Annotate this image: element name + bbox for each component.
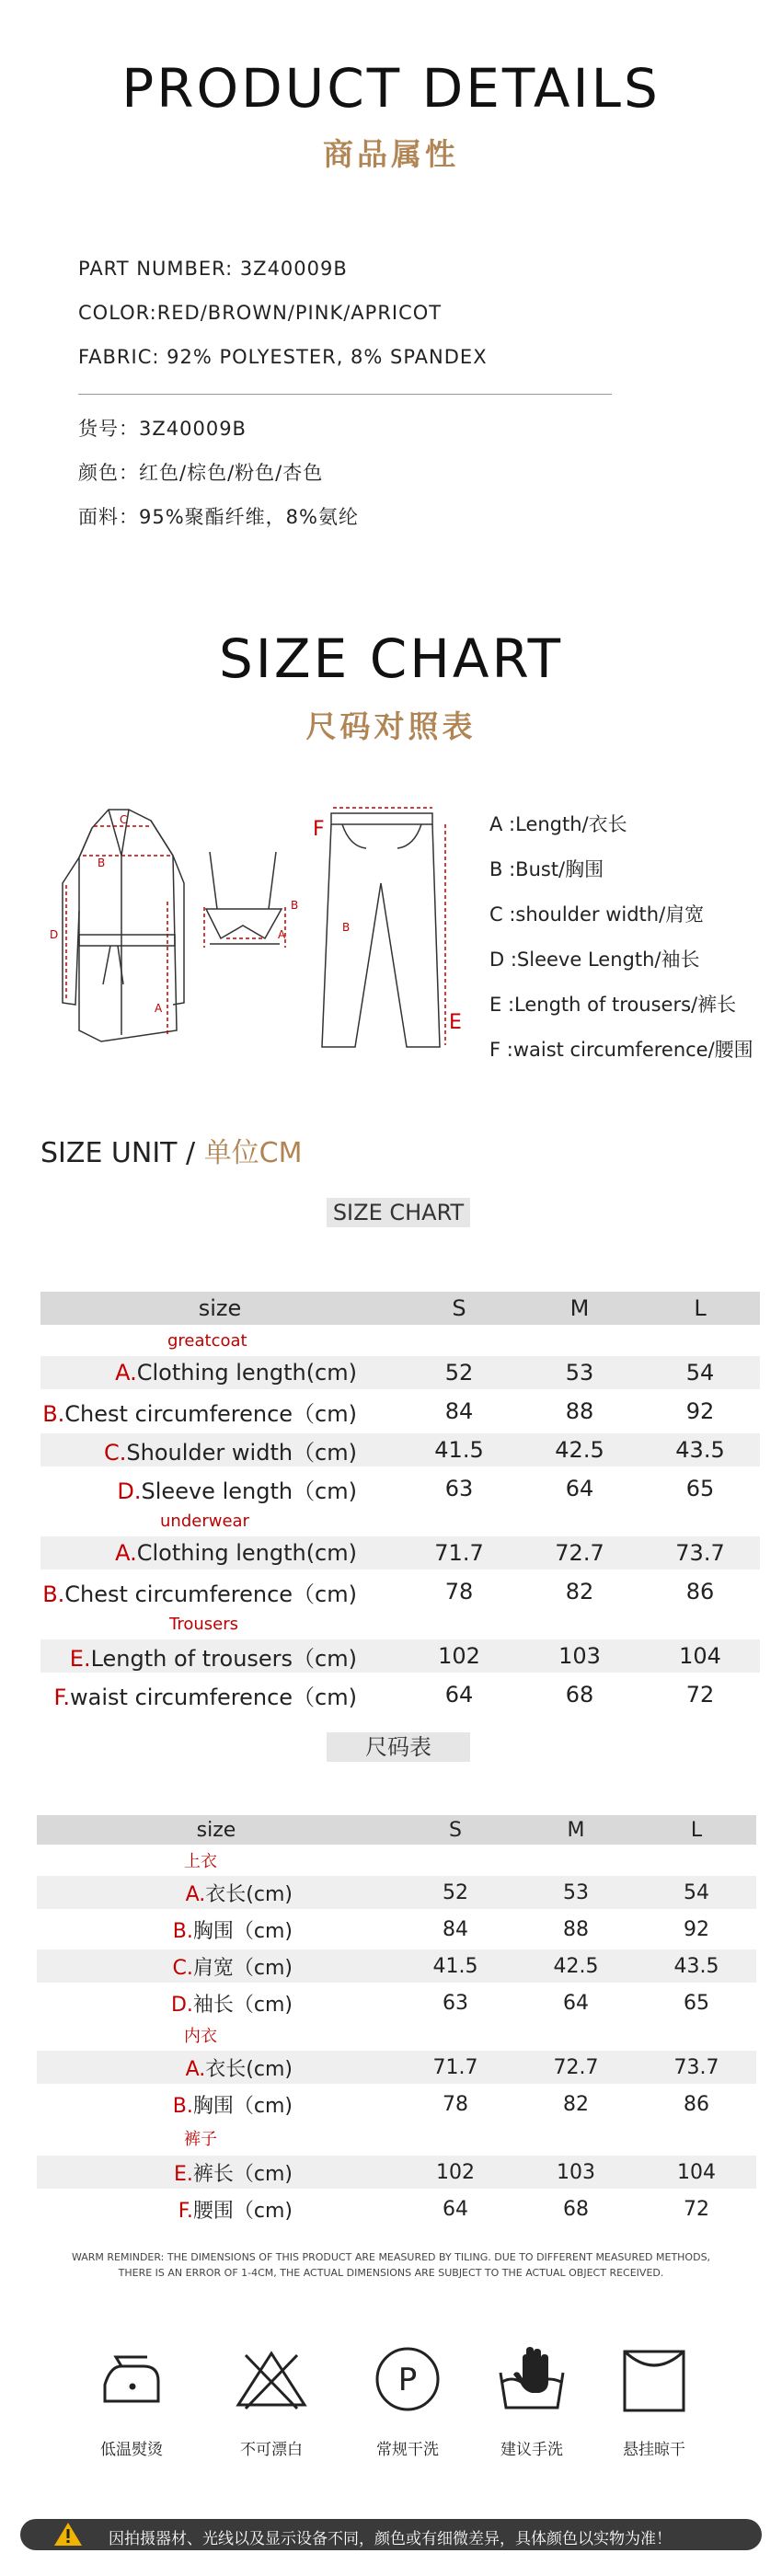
group-label: 上衣	[184, 1852, 217, 1871]
coat-letter-c: C	[120, 813, 128, 826]
measurement-diagram	[37, 800, 469, 1058]
row-letter: A.	[185, 1882, 206, 1906]
cell-l: 104	[637, 2156, 756, 2189]
size-table-tag-zh: 尺码表	[327, 1732, 470, 1762]
table-row	[40, 1472, 760, 1505]
row-letter: B.	[172, 2094, 193, 2118]
spec-fabric: FABRIC: 92% POLYESTER, 8% SPANDEX	[78, 346, 488, 368]
coat-letter-d: D	[50, 928, 59, 941]
care-label-bleach: 不可漂白	[240, 2441, 303, 2459]
row-letter: D.	[170, 1993, 193, 2017]
header-size: size	[37, 1815, 396, 1845]
cell-m: 53	[519, 1356, 640, 1389]
row-label	[37, 2087, 396, 2121]
cell-s: 84	[443, 1917, 468, 1941]
row-letter: A.	[115, 1540, 137, 1566]
cell-m: 42.5	[515, 1949, 637, 1983]
header-s: S	[396, 1815, 515, 1845]
header-s: S	[399, 1292, 519, 1325]
row-name: 胸围（cm)	[192, 1919, 293, 1943]
header-m: M	[515, 1815, 637, 1845]
row-letter: D.	[117, 1478, 142, 1504]
table-row	[37, 2087, 756, 2121]
table-row	[40, 1639, 760, 1673]
table-row	[40, 1678, 760, 1711]
row-letter: B.	[172, 1919, 193, 1943]
header-l: L	[637, 1815, 756, 1845]
cell-m: 42.5	[519, 1433, 640, 1466]
table-row	[40, 1536, 760, 1570]
row-label	[40, 1575, 399, 1608]
row-label	[40, 1433, 399, 1466]
size-table-zh	[37, 1811, 756, 2229]
row-letter: C.	[172, 1956, 193, 1980]
row-letter: A.	[115, 1360, 137, 1386]
group-label: 内衣	[184, 2027, 217, 2046]
cell-l: 92	[684, 1917, 709, 1941]
legend-c: C :shoulder width/肩宽	[489, 903, 705, 926]
warning-icon	[53, 2521, 83, 2547]
header-l: L	[640, 1292, 760, 1325]
care-label-dry-clean: 常规干洗	[376, 2441, 439, 2459]
cell-l: 72	[685, 1682, 715, 1708]
cell-s: 41.5	[396, 1949, 515, 1983]
table-header	[37, 1815, 756, 1845]
row-name: 衣长(cm)	[205, 1882, 293, 1906]
row-label	[37, 1949, 396, 1983]
row-name: 袖长（cm)	[192, 1993, 293, 2017]
row-name: Length of trousers（cm)	[90, 1645, 357, 1672]
cell-s: 52	[399, 1356, 519, 1389]
warm-reminder	[0, 2249, 782, 2281]
product-details-title-zh: 商品属性	[323, 136, 459, 172]
table-row	[37, 2192, 756, 2225]
row-name: Shoulder width（cm)	[126, 1439, 357, 1466]
legend-a: A :Length/衣长	[489, 813, 627, 835]
cell-l: 54	[640, 1356, 760, 1389]
row-name: 胸围（cm)	[192, 2094, 293, 2118]
header-size: size	[40, 1292, 399, 1325]
size-table-en	[40, 1286, 760, 1717]
cell-s: 102	[399, 1639, 519, 1673]
bra-letter-a: A	[278, 928, 286, 941]
legend-e: E :Length of trousers/裤长	[489, 994, 737, 1016]
cell-m: 72.7	[515, 2051, 637, 2084]
size-chart-tag: SIZE CHART	[327, 1198, 470, 1227]
row-name: waist circumference（cm)	[70, 1684, 357, 1710]
table-row	[37, 1986, 756, 2019]
cell-s: 64	[443, 2197, 468, 2221]
footer-notice-text: 因拍摄器材、光线以及显示设备不同，颜色或有细微差异，具体颜色以实物为准！	[109, 2530, 672, 2548]
cell-l: 65	[684, 1991, 709, 2015]
cell-m: 82	[565, 1579, 594, 1604]
cell-l: 73.7	[637, 2051, 756, 2084]
table-row	[37, 1876, 756, 1909]
group-label: 裤子	[184, 2130, 217, 2149]
row-name: 衣长(cm)	[205, 2057, 293, 2081]
header-m: M	[519, 1292, 640, 1325]
row-letter: E.	[173, 2162, 193, 2186]
cell-m: 72.7	[519, 1536, 640, 1570]
cell-l: 54	[637, 1876, 756, 1909]
row-name: Chest circumference（cm)	[64, 1581, 357, 1607]
cell-l: 86	[685, 1579, 715, 1604]
row-letter: F.	[178, 2199, 193, 2223]
spec-fabric-zh: 面料：95%聚酯纤维，8%氨纶	[78, 506, 359, 528]
row-name: 裤长（cm)	[192, 2162, 293, 2186]
svg-text:P: P	[397, 2362, 418, 2398]
bra-letter-b: B	[291, 899, 299, 912]
pants-letter-f: F	[313, 818, 325, 841]
cell-l: 92	[685, 1398, 715, 1424]
coat-letter-b: B	[98, 857, 106, 869]
table-row	[37, 2051, 756, 2084]
spec-color-zh: 颜色：红色/棕色/粉色/杏色	[78, 462, 324, 484]
row-name: Clothing length(cm)	[136, 1360, 357, 1386]
no-bleach-icon	[235, 2348, 308, 2412]
row-name: Sleeve length（cm)	[141, 1478, 357, 1504]
care-label-hand-wash: 建议手洗	[500, 2441, 563, 2459]
cell-s: 52	[396, 1876, 515, 1909]
hang-dry-icon	[621, 2348, 687, 2414]
cell-l: 72	[684, 2197, 709, 2221]
row-letter: E.	[69, 1645, 91, 1672]
spec-part-number-zh: 货号：3Z40009B	[78, 418, 247, 440]
cell-m: 53	[515, 1876, 637, 1909]
care-label-iron: 低温熨烫	[100, 2441, 163, 2459]
cell-l: 65	[685, 1476, 715, 1501]
row-name: Chest circumference（cm)	[64, 1400, 357, 1427]
cell-l: 104	[640, 1639, 760, 1673]
dry-clean-p-icon	[373, 2344, 443, 2414]
size-unit	[40, 1130, 303, 1170]
row-label	[37, 2156, 396, 2189]
cell-s: 63	[443, 1991, 468, 2015]
spec-part-number: PART NUMBER: 3Z40009B	[78, 258, 348, 280]
row-letter: A.	[185, 2057, 206, 2081]
coat-letter-a: A	[155, 1002, 163, 1015]
spec-divider	[78, 394, 612, 395]
row-letter: C.	[104, 1439, 127, 1466]
cell-s: 78	[443, 2092, 468, 2116]
cell-s: 63	[444, 1476, 474, 1501]
cell-l: 86	[684, 2092, 709, 2116]
table-row	[40, 1356, 760, 1389]
reminder-line-1: WARM REMINDER: THE DIMENSIONS OF THIS PRODUCT ARE MEASURED BY TILING. DUE TO DIFFERENT MEASURED METHODS,	[71, 2251, 711, 2263]
cell-m: 88	[563, 1917, 589, 1941]
cell-s: 71.7	[396, 2051, 515, 2084]
cell-m: 68	[563, 2197, 589, 2221]
row-label	[40, 1472, 399, 1505]
pants-letter-e: E	[449, 1011, 462, 1034]
cell-m: 88	[565, 1398, 594, 1424]
cell-l: 43.5	[637, 1949, 756, 1983]
size-chart-title-zh: 尺码对照表	[305, 708, 477, 744]
row-label	[40, 1536, 399, 1570]
row-label	[37, 1876, 396, 1909]
cell-m: 103	[519, 1639, 640, 1673]
group-label: underwear	[160, 1511, 249, 1531]
cell-s: 78	[444, 1579, 474, 1604]
row-label	[40, 1678, 399, 1711]
row-label	[37, 2051, 396, 2084]
table-row	[40, 1575, 760, 1608]
table-row	[40, 1433, 760, 1466]
row-label	[40, 1395, 399, 1428]
cell-s: 84	[444, 1398, 474, 1424]
legend-d: D :Sleeve Length/袖长	[489, 949, 700, 971]
cell-s: 41.5	[399, 1433, 519, 1466]
row-label	[40, 1639, 399, 1673]
product-details-title: PRODUCT DETAILS	[121, 57, 661, 120]
hand-wash-icon	[495, 2341, 569, 2415]
size-chart-title: SIZE CHART	[218, 627, 564, 690]
cell-s: 102	[396, 2156, 515, 2189]
size-unit-zh: 单位CM	[203, 1137, 303, 1169]
cell-s: 71.7	[399, 1536, 519, 1570]
cell-m: 82	[563, 2092, 589, 2116]
cell-m: 64	[563, 1991, 589, 2015]
care-label-hang-dry: 悬挂晾干	[623, 2441, 685, 2459]
row-label	[37, 1913, 396, 1946]
cell-s: 64	[444, 1682, 474, 1708]
legend-f: F :waist circumference/腰围	[489, 1039, 753, 1061]
row-letter: B.	[42, 1581, 65, 1607]
legend-b: B :Bust/胸围	[489, 858, 604, 880]
spec-color: COLOR:RED/BROWN/PINK/APRICOT	[78, 302, 443, 324]
row-letter: B.	[42, 1400, 65, 1427]
cell-l: 43.5	[640, 1433, 760, 1466]
table-row	[37, 1949, 756, 1983]
row-label	[37, 2192, 396, 2225]
cell-m: 64	[565, 1476, 594, 1501]
row-name: 腰围（cm)	[192, 2199, 293, 2223]
cell-m: 68	[565, 1682, 594, 1708]
pants-letter-b: B	[342, 921, 351, 934]
row-name: Clothing length(cm)	[136, 1540, 357, 1566]
row-letter: F.	[53, 1684, 71, 1710]
reminder-line-2: THERE IS AN ERROR OF 1-4CM, THE ACTUAL DIMENSIONS ARE SUBJECT TO THE ACTUAL OBJECT RECEIVED.	[118, 2267, 664, 2279]
footer-notice-bar	[20, 2519, 762, 2550]
size-unit-en: SIZE UNIT /	[40, 1137, 204, 1169]
group-label: Trousers	[169, 1614, 239, 1634]
cell-m: 103	[515, 2156, 637, 2189]
row-name: 肩宽（cm)	[192, 1956, 293, 1980]
table-row	[37, 1913, 756, 1946]
table-row	[40, 1395, 760, 1428]
iron-low-icon	[99, 2348, 164, 2412]
row-label	[40, 1356, 399, 1389]
cell-l: 73.7	[640, 1536, 760, 1570]
group-label: greatcoat	[167, 1330, 247, 1351]
table-header	[40, 1292, 760, 1325]
table-row	[37, 2156, 756, 2189]
row-label	[37, 1986, 396, 2019]
